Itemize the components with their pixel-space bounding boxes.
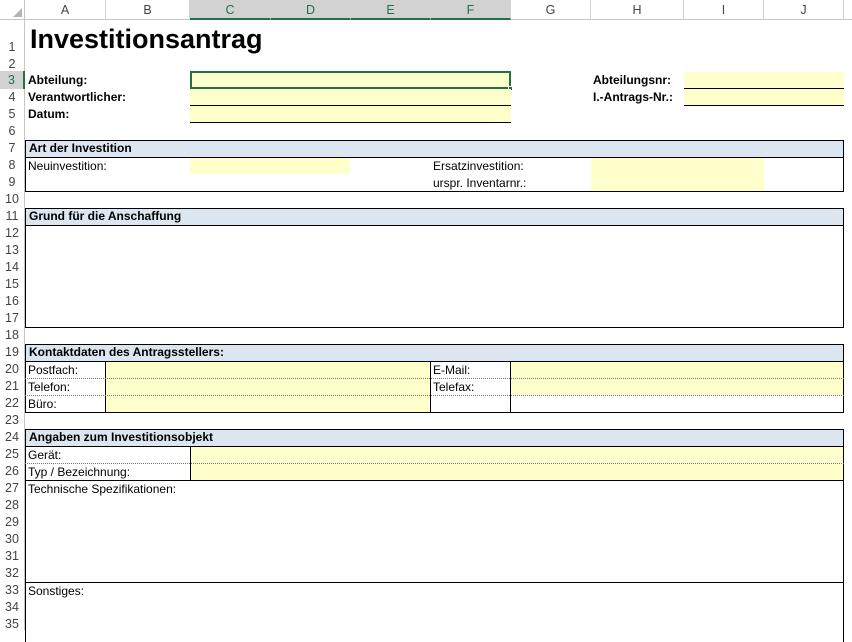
datum-input[interactable] — [190, 106, 511, 123]
kontakt-left-inputs[interactable] — [106, 362, 431, 412]
row-header-7[interactable]: 7 — [0, 140, 25, 157]
kontakt-divider-1 — [105, 361, 106, 412]
row-header-33[interactable]: 33 — [0, 582, 25, 599]
kontakt-divider-3 — [510, 361, 511, 412]
section-kontaktdaten: Kontaktdaten des Antragsstellers: — [25, 344, 844, 362]
row-header-20[interactable]: 20 — [0, 361, 25, 378]
column-header-bar — [0, 0, 852, 20]
row-header-12[interactable]: 12 — [0, 225, 25, 242]
column-header-d[interactable]: D — [271, 0, 351, 20]
postfach-label: Postfach: — [28, 363, 79, 377]
row-header-10[interactable]: 10 — [0, 191, 25, 208]
row-header-8[interactable]: 8 — [0, 157, 25, 174]
abteilungsnr-input[interactable] — [684, 72, 844, 89]
row-header-1[interactable]: 1 — [0, 20, 25, 57]
row-header-24[interactable]: 24 — [0, 429, 25, 446]
row-header-22[interactable]: 22 — [0, 395, 25, 412]
verantwortlicher-label: Verantwortlicher: — [28, 90, 127, 104]
row-header-15[interactable]: 15 — [0, 276, 25, 293]
row-header-9[interactable]: 9 — [0, 174, 25, 191]
row-header-31[interactable]: 31 — [0, 548, 25, 565]
row-header-34[interactable]: 34 — [0, 599, 25, 616]
column-header-i[interactable]: I — [684, 0, 764, 20]
row-header-35[interactable]: 35 — [0, 616, 25, 630]
abteilung-label: Abteilung: — [28, 73, 88, 87]
spezifikationen-label: Technische Spezifikationen: — [28, 482, 177, 496]
row-header-14[interactable]: 14 — [0, 259, 25, 276]
select-all-corner[interactable] — [0, 0, 25, 20]
section-angaben: Angaben zum Investitionsobjekt — [25, 429, 844, 447]
inventarnr-label: urspr. Inventarnr.: — [433, 176, 527, 190]
geraet-label: Gerät: — [28, 448, 62, 462]
row-header-5[interactable]: 5 — [0, 106, 25, 123]
sonstiges-label: Sonstiges: — [28, 584, 85, 598]
datum-label: Datum: — [28, 107, 70, 121]
row-header-16[interactable]: 16 — [0, 293, 25, 310]
sonstiges-box[interactable] — [25, 582, 844, 642]
column-header-c[interactable]: C — [190, 0, 271, 20]
row-header-32[interactable]: 32 — [0, 565, 25, 582]
column-header-e[interactable]: E — [351, 0, 431, 20]
neuinvestition-input[interactable] — [190, 158, 350, 174]
telefon-label: Telefon: — [28, 380, 71, 394]
neuinvestition-label: Neuinvestition: — [28, 159, 107, 173]
row-header-27[interactable]: 27 — [0, 480, 25, 497]
row-header-17[interactable]: 17 — [0, 310, 25, 327]
abteilung-input[interactable] — [190, 71, 511, 89]
email-label: E-Mail: — [433, 363, 471, 377]
row-header-2[interactable]: 2 — [0, 57, 25, 71]
row-header-21[interactable]: 21 — [0, 378, 25, 395]
column-header-f[interactable]: F — [431, 0, 511, 20]
row-header-18[interactable]: 18 — [0, 327, 25, 344]
section-grund: Grund für die Anschaffung — [25, 208, 844, 226]
grund-textarea[interactable] — [25, 225, 844, 328]
antragsnr-input[interactable] — [684, 89, 844, 106]
row-header-29[interactable]: 29 — [0, 514, 25, 531]
page-title: Investitionsantrag — [30, 24, 263, 54]
column-header-j[interactable]: J — [764, 0, 844, 20]
row-header-19[interactable]: 19 — [0, 344, 25, 361]
ersatzinvestition-label: Ersatzinvestition: — [433, 159, 524, 173]
row-header-6[interactable]: 6 — [0, 123, 25, 140]
column-header-a[interactable]: A — [25, 0, 106, 20]
antragsnr-label: I.-Antrags-Nr.: — [593, 90, 674, 104]
angaben-rowline-1 — [25, 463, 844, 464]
buero-label: Büro: — [28, 397, 57, 411]
column-header-b[interactable]: B — [106, 0, 190, 20]
row-header-28[interactable]: 28 — [0, 497, 25, 514]
telefax-label: Telefax: — [433, 380, 475, 394]
kontakt-divider-2 — [430, 361, 431, 412]
ersatzinvestition-input[interactable] — [591, 158, 764, 191]
abteilungsnr-label: Abteilungsnr: — [593, 73, 671, 87]
verantwortlicher-input[interactable] — [190, 89, 511, 106]
row-header-4[interactable]: 4 — [0, 89, 25, 106]
column-header-g[interactable]: G — [511, 0, 591, 20]
row-header-11[interactable]: 11 — [0, 208, 25, 225]
column-header-k[interactable] — [844, 0, 852, 20]
column-header-h[interactable]: H — [591, 0, 684, 20]
row-header-25[interactable]: 25 — [0, 446, 25, 463]
row-header-3[interactable]: 3 — [0, 71, 25, 89]
row-header-30[interactable]: 30 — [0, 531, 25, 548]
row-header-26[interactable]: 26 — [0, 463, 25, 480]
section-art-der-investition: Art der Investition — [25, 140, 844, 158]
typ-label: Typ / Bezeichnung: — [28, 465, 131, 479]
row-header-13[interactable]: 13 — [0, 242, 25, 259]
row-header-23[interactable]: 23 — [0, 412, 25, 429]
